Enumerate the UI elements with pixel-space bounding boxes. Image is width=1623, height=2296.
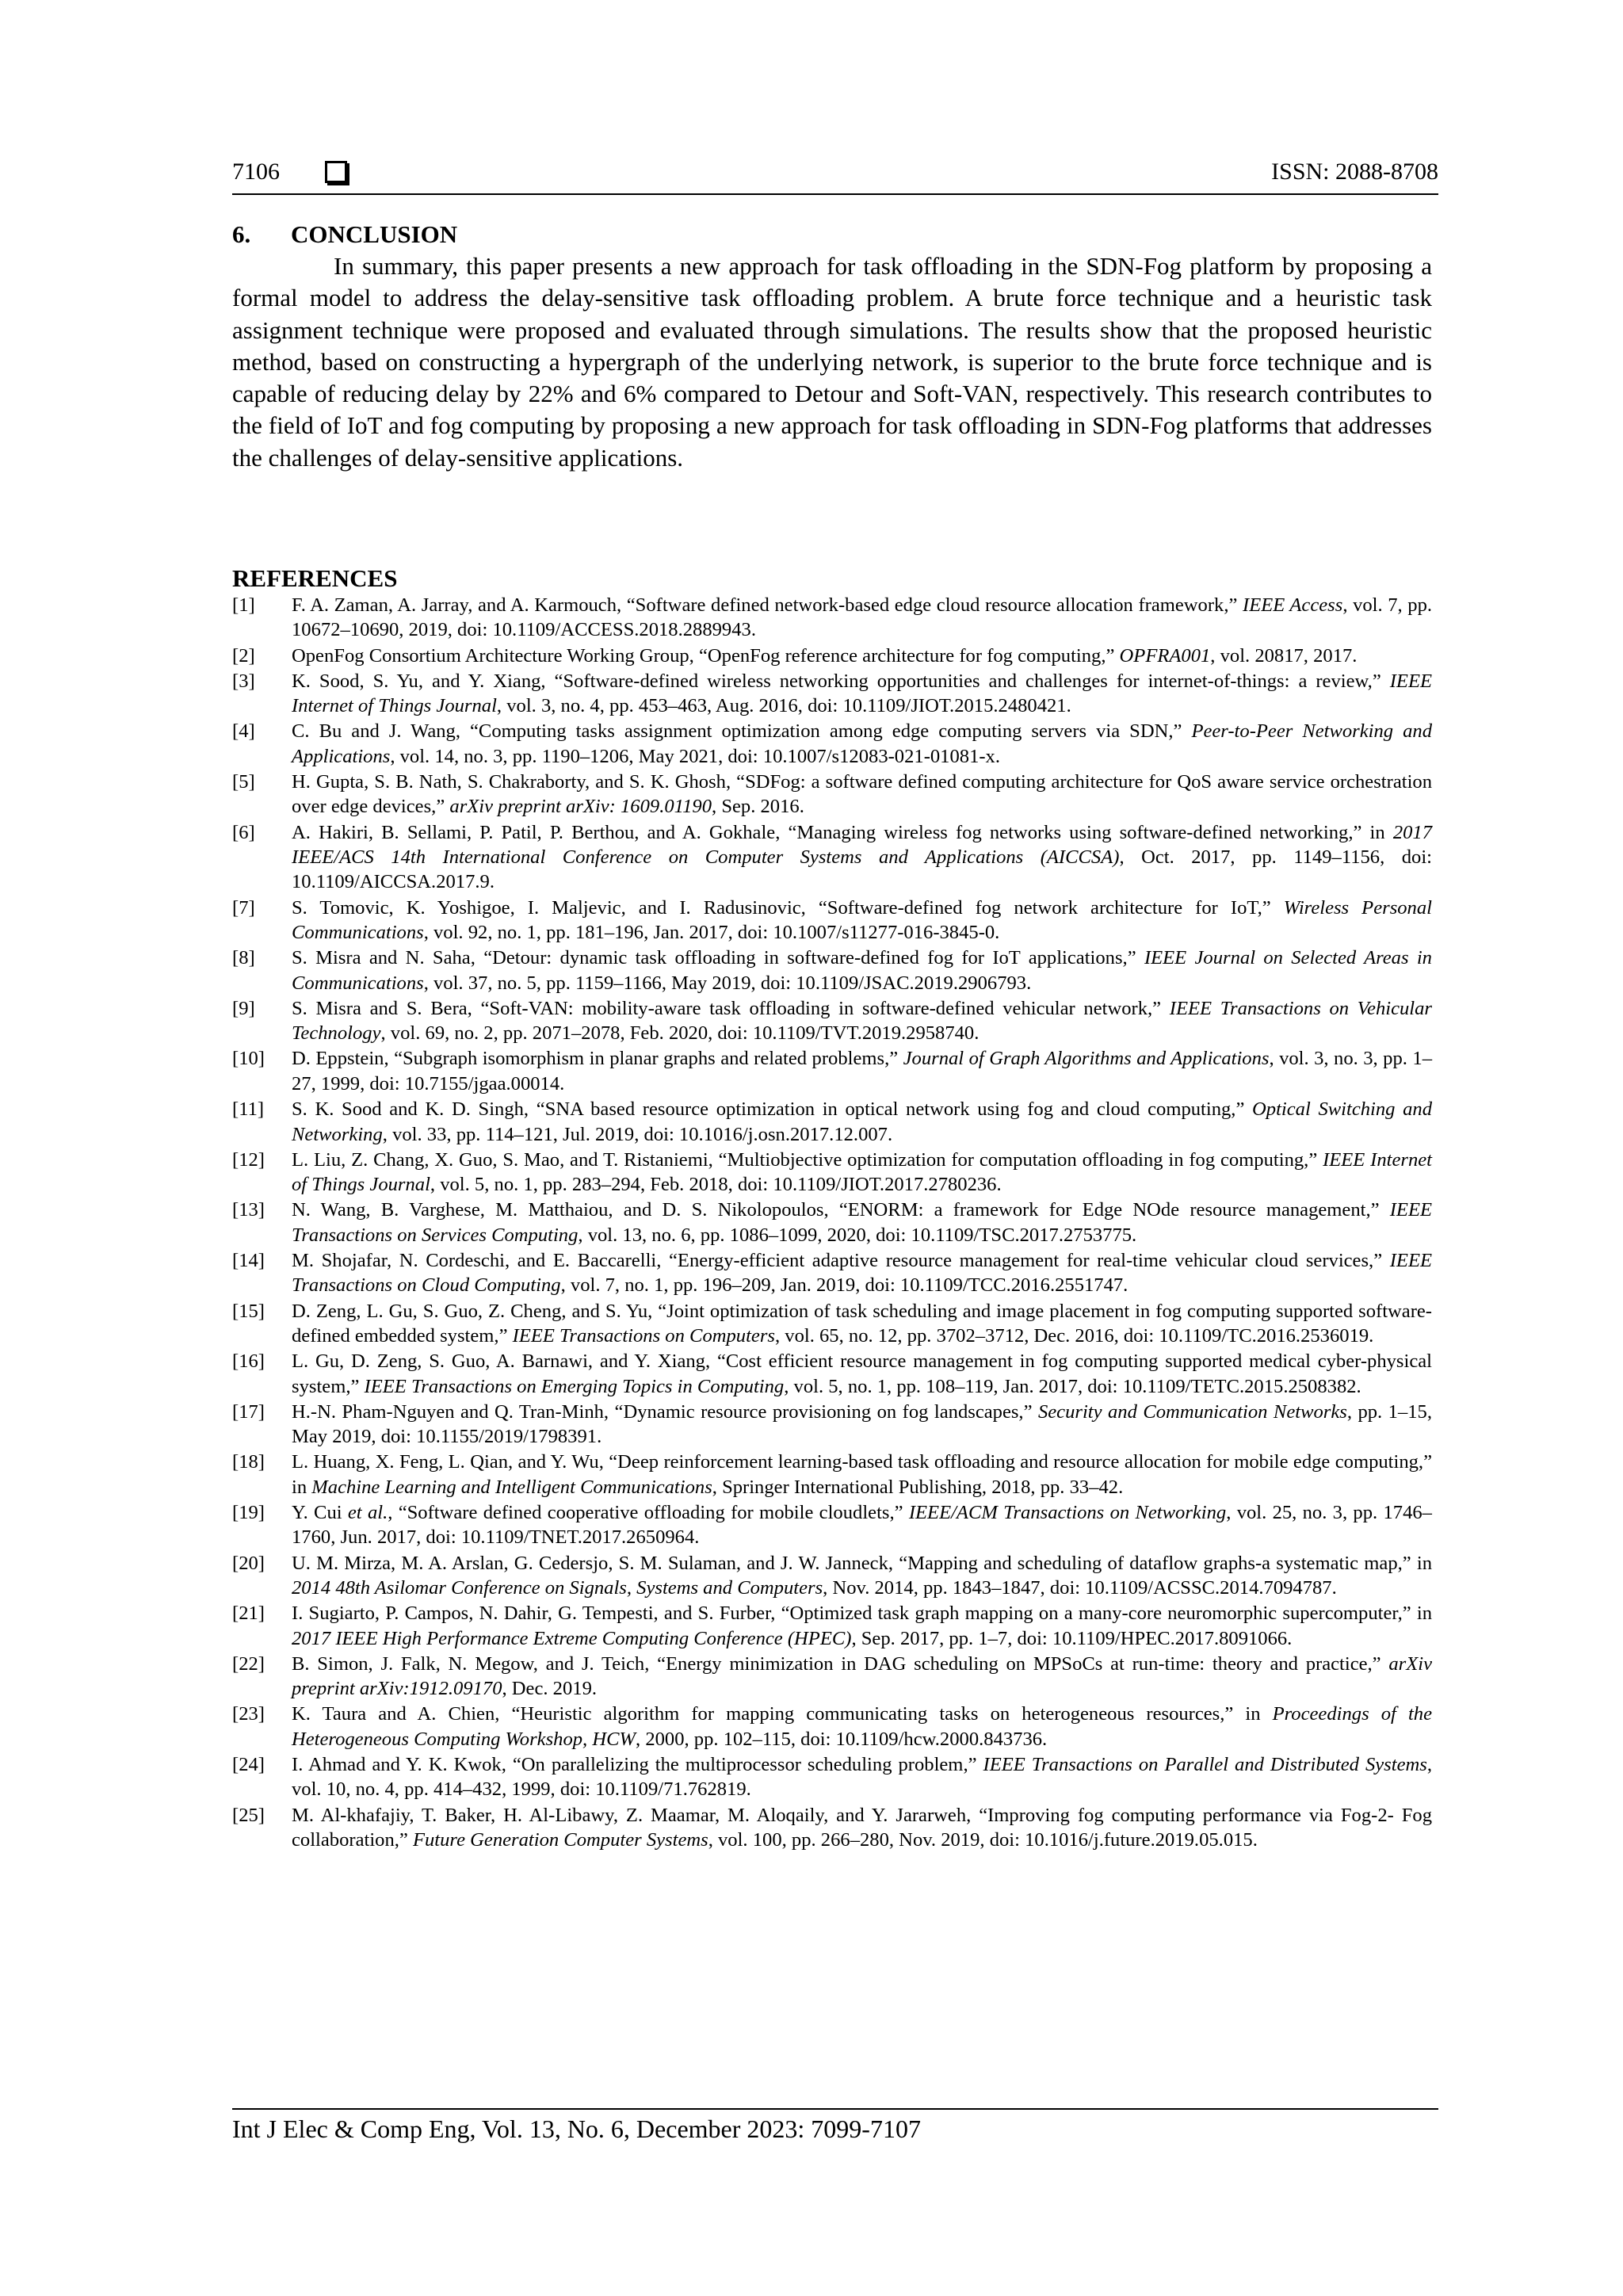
reference-number: [23]: [232, 1703, 265, 1725]
header-rule: [232, 193, 1438, 195]
reference-number: [8]: [232, 947, 255, 969]
reference-number: [18]: [232, 1451, 265, 1473]
references-heading: REFERENCES: [232, 564, 398, 592]
reference-segment: , vol. 25, no. 3, pp. 1746–1760, Jun. 2017, doi: 10.1109/TNET.2017.2650964.: [292, 1501, 1432, 1549]
reference-text: [292, 1603, 1432, 1648]
reference-segment: B. Simon, J. Falk, N. Megow, and J. Teich, “Energy minimization in DAG scheduling on MPSoCs at run-time: theory and practice,”: [292, 1652, 1389, 1675]
reference-number: [7]: [232, 896, 255, 919]
reference-segment: , Sep. 2016.: [712, 796, 804, 818]
reference-number: [5]: [232, 771, 255, 793]
reference-segment: OpenFog Consortium Architecture Working Group, “OpenFog reference architecture for fog computing,”: [292, 644, 1120, 667]
reference-venue: IEEE Access: [1243, 594, 1343, 616]
reference-segment: L. Gu, D. Zeng, S. Guo, A. Barnawi, and Y. Xiang, “Cost efficient resource management in fog computing supported medical cyber-physical system,”: [292, 1350, 1432, 1397]
reference-venue: 2017 IEEE/ACS 14th International Conference on Computer Systems and Applications (AICCSA): [292, 821, 1432, 869]
reference-text: [292, 645, 1357, 667]
reference-item: [232, 1299, 1432, 1349]
reference-segment: , Nov. 2014, pp. 1843–1847, doi: 10.1109/ACSSC.2014.7094787.: [823, 1576, 1337, 1599]
reference-segment: S. Misra and S. Bera, “Soft-VAN: mobility-aware task offloading in software-defined vehicular network,”: [292, 997, 1170, 1019]
reference-text: [292, 1502, 1432, 1548]
reference-segment: C. Bu and J. Wang, “Computing tasks assignment optimization among edge computing servers via SDN,”: [292, 720, 1192, 743]
reference-text: [292, 1754, 1432, 1800]
reference-segment: S. Misra and N. Saha, “Detour: dynamic task offloading in software-defined fog for IoT applications,”: [292, 947, 1144, 969]
references-list: [232, 593, 1432, 1853]
reference-item: [232, 1752, 1432, 1802]
reference-segment: , “Software defined cooperative offloading for mobile cloudlets,”: [388, 1501, 909, 1523]
reference-venue: Proceedings of the Heterogeneous Computing Workshop, HCW: [292, 1703, 1432, 1750]
reference-number: [6]: [232, 821, 255, 843]
reference-segment: , vol. 100, pp. 266–280, Nov. 2019, doi: 10.1016/j.future.2019.05.015.: [708, 1829, 1258, 1851]
reference-item: [232, 1551, 1432, 1601]
page-number: 7106: [232, 159, 280, 185]
reference-venue: IEEE Transactions on Emerging Topics in Computing: [364, 1375, 785, 1397]
reference-venue: arXiv preprint arXiv: 1609.01190: [449, 796, 712, 818]
reference-number: [15]: [232, 1300, 265, 1322]
reference-venue: 2017 IEEE High Performance Extreme Computing Conference (HPEC): [292, 1627, 852, 1649]
reference-number: [24]: [232, 1754, 265, 1776]
reference-segment: , vol. 7, pp. 10672–10690, 2019, doi: 10.1109/ACCESS.2018.2889943.: [292, 594, 1433, 641]
reference-segment: , Dec. 2019.: [502, 1678, 598, 1700]
reference-segment: H. Gupta, S. B. Nath, S. Chakraborty, and S. K. Ghosh, “SDFog: a software defined computing architecture for QoS aware service orchestration over edge devices,”: [292, 771, 1432, 818]
reference-segment: D. Eppstein, “Subgraph isomorphism in planar graphs and related problems,”: [292, 1048, 903, 1070]
reference-text: [292, 720, 1432, 766]
reference-segment: , pp. 1–15, May 2019, doi: 10.1155/2019/1798391.: [292, 1400, 1433, 1448]
reference-text: [292, 947, 1432, 993]
reference-segment: U. M. Mirza, M. A. Arslan, G. Cedersjo, S. M. Sulaman, and J. W. Janneck, “Mapping and scheduling of dataflow graphs-a systematic map,” in: [292, 1552, 1432, 1574]
reference-item: [232, 1148, 1432, 1198]
reference-text: [292, 1149, 1432, 1195]
reference-text: [292, 998, 1432, 1044]
reference-item: [232, 770, 1432, 819]
reference-segment: , Oct. 2017, pp. 1149–1156, doi: 10.1109/AICCSA.2017.9.: [292, 846, 1432, 893]
reference-item: [232, 1349, 1432, 1399]
reference-text: [292, 1451, 1432, 1497]
reference-item: [232, 1198, 1432, 1247]
reference-item: [232, 1652, 1432, 1702]
reference-segment: , vol. 13, no. 6, pp. 1086–1099, 2020, doi: 10.1109/TSC.2017.2753775.: [578, 1224, 1137, 1246]
reference-number: [17]: [232, 1400, 265, 1423]
reference-venue: IEEE Journal on Selected Areas in Communications: [292, 947, 1432, 994]
reference-segment: K. Taura and A. Chien, “Heuristic algorithm for mapping communicating tasks on heterogeneous resources,” in: [292, 1703, 1273, 1725]
reference-number: [9]: [232, 997, 255, 1019]
reference-text: [292, 1199, 1432, 1245]
reference-venue: arXiv preprint arXiv:1912.09170: [292, 1652, 1432, 1700]
checkbox-square-icon: [325, 161, 347, 183]
reference-segment: , vol. 20817, 2017.: [1210, 644, 1358, 667]
reference-text: [292, 1653, 1432, 1699]
reference-venue: Journal of Graph Algorithms and Applications: [903, 1048, 1270, 1070]
reference-item: [232, 996, 1432, 1046]
reference-segment: , vol. 14, no. 3, pp. 1190–1206, May 2021, doi: 10.1007/s12083-021-01081-x.: [390, 745, 1000, 767]
reference-item: [232, 669, 1432, 719]
reference-venue: Machine Learning and Intelligent Communications: [311, 1476, 712, 1498]
reference-number: [22]: [232, 1652, 265, 1675]
reference-text: [292, 1250, 1432, 1296]
reference-segment: , Springer International Publishing, 2018, pp. 33–42.: [712, 1476, 1124, 1498]
reference-segment: M. Al-khafajiy, T. Baker, H. Al-Libawy, Z. Maamar, M. Aloqaily, and Y. Jararweh, “Improving fog computing performance via Fog-2- Fog collaboration,”: [292, 1804, 1432, 1851]
reference-venue: 2014 48th Asilomar Conference on Signals, Systems and Computers: [292, 1576, 823, 1599]
reference-segment: , vol. 3, no. 4, pp. 453–463, Aug. 2016, doi: 10.1109/JIOT.2015.2480421.: [496, 695, 1071, 717]
reference-venue: OPFRA001: [1119, 644, 1211, 667]
reference-item: [232, 1046, 1432, 1096]
reference-segment: F. A. Zaman, A. Jarray, and A. Karmouch, “Software defined network-based edge cloud resource allocation framework,”: [292, 594, 1243, 616]
section-title: CONCLUSION: [291, 220, 458, 248]
reference-segment: M. Shojafar, N. Cordeschi, and E. Baccarelli, “Energy-efficient adaptive resource management for real-time vehicular cloud services,”: [292, 1249, 1390, 1271]
reference-venue: Security and Communication Networks: [1037, 1400, 1347, 1423]
reference-item: [232, 1400, 1432, 1450]
reference-item: [232, 1248, 1432, 1298]
issn-label: ISSN: 2088-8708: [1271, 159, 1438, 185]
reference-item: [232, 719, 1432, 769]
reference-number: [2]: [232, 644, 255, 667]
reference-venue: et al.: [347, 1501, 388, 1523]
reference-segment: , vol. 69, no. 2, pp. 2071–2078, Feb. 2020, doi: 10.1109/TVT.2019.2958740.: [380, 1022, 980, 1045]
reference-text: [292, 897, 1432, 943]
reference-number: [3]: [232, 670, 255, 692]
section-number: 6.: [232, 220, 251, 248]
reference-item: [232, 896, 1432, 946]
reference-venue: Peer-to-Peer Networking and Applications: [292, 720, 1432, 767]
reference-item: [232, 820, 1432, 895]
reference-text: [292, 1301, 1432, 1347]
reference-venue: IEEE Transactions on Computers: [512, 1324, 775, 1347]
reference-number: [10]: [232, 1048, 265, 1070]
reference-number: [4]: [232, 720, 255, 743]
reference-text: [292, 594, 1432, 640]
reference-number: [12]: [232, 1148, 265, 1171]
reference-text: [292, 1098, 1432, 1144]
reference-segment: L. Liu, Z. Chang, X. Guo, S. Mao, and T. Ristaniemi, “Multiobjective optimization for computation offloading in fog computing,”: [292, 1148, 1323, 1171]
reference-segment: , vol. 3, no. 3, pp. 1–27, 1999, doi: 10.7155/jgaa.00014.: [292, 1048, 1432, 1095]
reference-segment: I. Ahmad and Y. K. Kwok, “On parallelizing the multiprocessor scheduling problem,”: [292, 1754, 983, 1776]
reference-number: [21]: [232, 1603, 265, 1625]
reference-item: [232, 644, 1432, 668]
reference-segment: , vol. 37, no. 5, pp. 1159–1166, May 2019, doi: 10.1109/JSAC.2019.2906793.: [423, 972, 1032, 994]
reference-number: [16]: [232, 1350, 265, 1373]
reference-item: [232, 1450, 1432, 1499]
reference-segment: Y. Cui: [292, 1501, 348, 1523]
reference-number: [20]: [232, 1552, 265, 1574]
reference-segment: I. Sugiarto, P. Campos, N. Dahir, G. Tempesti, and S. Furber, “Optimized task graph mapping on a many-core neuromorphic supercomputer,” in: [292, 1603, 1432, 1625]
reference-segment: S. Tomovic, K. Yoshigoe, I. Maljevic, and I. Radusinovic, “Software-defined fog network architecture for IoT,”: [292, 896, 1284, 919]
reference-number: [11]: [232, 1098, 265, 1121]
reference-segment: , vol. 33, pp. 114–121, Jul. 2019, doi: 10.1016/j.osn.2017.12.007.: [382, 1123, 893, 1145]
reference-text: [292, 1553, 1432, 1599]
reference-segment: , vol. 10, no. 4, pp. 414–432, 1999, doi: 10.1109/71.762819.: [292, 1754, 1432, 1801]
reference-segment: D. Zeng, L. Gu, S. Guo, Z. Cheng, and S. Yu, “Joint optimization of task scheduling and image placement in fog computing supported software-defined embedded system,”: [292, 1300, 1432, 1347]
reference-text: [292, 1805, 1432, 1851]
reference-venue: IEEE Internet of Things Journal: [292, 1148, 1432, 1196]
reference-segment: , vol. 5, no. 1, pp. 283–294, Feb. 2018, doi: 10.1109/JIOT.2017.2780236.: [430, 1174, 1002, 1196]
reference-segment: A. Hakiri, B. Sellami, P. Patil, P. Berthou, and A. Gokhale, “Managing wireless fog networks using software-defined networking,” in: [292, 821, 1393, 843]
reference-segment: K. Sood, S. Yu, and Y. Xiang, “Software-defined wireless networking opportunities and challenges for internet-of-things: a review,”: [292, 670, 1390, 692]
reference-venue: Optical Switching and Networking: [292, 1098, 1432, 1145]
conclusion-paragraph: In summary, this paper presents a new approach for task offloading in the SDN-Fog platform by proposing a formal model to address the delay-sensitive task offloading problem. A brute force technique and a heuristic task assignment technique were proposed and evaluated through simulations. The results show that the proposed heuristic method, based on constructing a hypergraph of the underlying network, is superior to the brute force technique and is capable of reducing delay by 22% and 6% compared to Detour and Soft-VAN, respectively. This research contributes to the field of IoT and fog computing by proposing a new approach for task offloading in SDN-Fog platforms that addresses the challenges of delay-sensitive applications.: [232, 252, 1432, 472]
reference-venue: IEEE Internet of Things Journal: [292, 670, 1432, 717]
reference-venue: Wireless Personal Communications: [292, 896, 1432, 944]
reference-item: [232, 593, 1432, 643]
footer-citation: Int J Elec & Comp Eng, Vol. 13, No. 6, December 2023: 7099-7107: [232, 2115, 921, 2143]
reference-number: [25]: [232, 1804, 265, 1826]
reference-segment: , vol. 92, no. 1, pp. 181–196, Jan. 2017, doi: 10.1007/s11277-016-3845-0.: [423, 922, 1000, 944]
reference-item: [232, 946, 1432, 995]
reference-segment: L. Huang, X. Feng, L. Qian, and Y. Wu, “Deep reinforcement learning-based task offloading and resource allocation for mobile edge computing,” in: [292, 1451, 1432, 1498]
reference-number: [19]: [232, 1501, 265, 1523]
reference-item: [232, 1500, 1432, 1550]
reference-text: [292, 1048, 1432, 1094]
reference-venue: IEEE Transactions on Vehicular Technology: [292, 997, 1432, 1045]
reference-text: [292, 1703, 1432, 1749]
reference-item: [232, 1097, 1432, 1147]
reference-venue: IEEE Transactions on Parallel and Distributed Systems: [983, 1754, 1427, 1776]
reference-segment: , Sep. 2017, pp. 1–7, doi: 10.1109/HPEC.2017.8091066.: [851, 1627, 1293, 1649]
reference-venue: Future Generation Computer Systems: [412, 1829, 708, 1851]
reference-text: [292, 1350, 1432, 1396]
reference-segment: , vol. 7, no. 1, pp. 196–209, Jan. 2019, doi: 10.1109/TCC.2016.2551747.: [560, 1274, 1128, 1297]
page-header: [232, 154, 1438, 193]
reference-segment: , vol. 65, no. 12, pp. 3702–3712, Dec. 2016, doi: 10.1109/TC.2016.2536019.: [774, 1324, 1374, 1347]
reference-item: [232, 1803, 1432, 1853]
reference-segment: , 2000, pp. 102–115, doi: 10.1109/hcw.2000.843736.: [636, 1728, 1048, 1750]
reference-number: [13]: [232, 1199, 265, 1221]
reference-text: [292, 1401, 1432, 1447]
reference-number: [1]: [232, 594, 255, 616]
section-heading: [232, 220, 457, 249]
reference-item: [232, 1601, 1432, 1651]
reference-item: [232, 1702, 1432, 1752]
reference-venue: IEEE/ACM Transactions on Networking: [908, 1501, 1227, 1523]
footer-rule: [232, 2108, 1438, 2110]
reference-segment: S. K. Sood and K. D. Singh, “SNA based resource optimization in optical network using fog and cloud computing,”: [292, 1098, 1253, 1121]
reference-segment: H.-N. Pham-Nguyen and Q. Tran-Minh, “Dynamic resource provisioning on fog landscapes,”: [292, 1400, 1038, 1423]
reference-segment: , vol. 5, no. 1, pp. 108–119, Jan. 2017, doi: 10.1109/TETC.2015.2508382.: [784, 1375, 1361, 1397]
reference-segment: N. Wang, B. Varghese, M. Matthaiou, and D. S. Nikolopoulos, “ENORM: a framework for Edge NOde resource management,”: [292, 1199, 1390, 1221]
reference-text: [292, 670, 1432, 716]
reference-text: [292, 771, 1432, 817]
reference-text: [292, 822, 1432, 893]
reference-number: [14]: [232, 1249, 265, 1271]
reference-venue: IEEE Transactions on Services Computing: [292, 1199, 1432, 1246]
reference-venue: IEEE Transactions on Cloud Computing: [292, 1249, 1432, 1297]
